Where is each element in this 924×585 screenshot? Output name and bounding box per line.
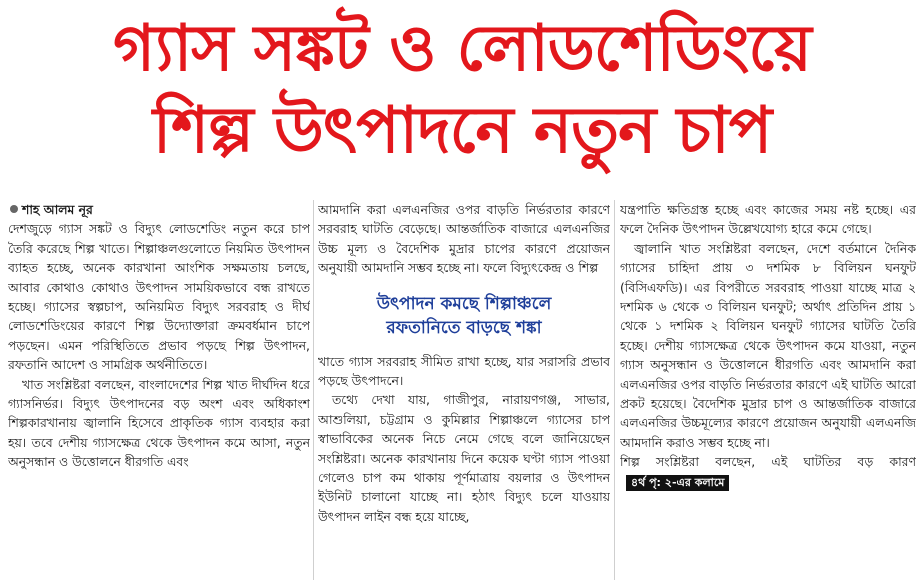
paragraph-with-jump	[620, 452, 916, 491]
article-column-1	[8, 200, 310, 585]
paragraph: খাতে গ্যাস সরবরাহ সীমিত রাখা হচ্ছে, যার সরাসরি প্রভাব পড়ছে উৎপাদনে।	[318, 353, 610, 389]
column-divider	[614, 200, 615, 580]
paragraph: তথ্যে দেখা যায়, গাজীপুর, নারায়ণগঞ্জ, সাভার, আশুলিয়া, চট্টগ্রাম ও কুমিল্লার শিল্পাঞ্চলে গ্যাসের চাপ স্বাভাবিকের অনেক নিচে নেমে গেছে বলে জানিয়েছেন সংশ্লিষ্টরা। অনেক কারখানায় দিনে কয়েক ঘণ্টা গ্যাস পাওয়া গেলেও চাপ কম থাকায় পূর্ণমাত্রায় বয়লার ও উৎপাদন ইউনিট চালানো যাচ্ছে না। হঠাৎ বিদ্যুৎ চলে যাওয়ায় উৎপাদন লাইন বন্ধ হয়ে যাচ্ছে,	[318, 392, 610, 524]
paragraph: জ্বালানি খাত সংশ্লিষ্টরা বলছেন, দেশে বর্তমানে দৈনিক গ্যাসের চাহিদা প্রায় ৩ দশমিক ৮ বিলিয়ন ঘনফুট (বিসিএফডি)। এর বিপরীতে সরবরাহ পাওয়া যাচ্ছে মাত্র ২ দশমিক ৬ থেকে ৩ বিলিয়ন ঘনফুট; অর্থাৎ প্রতিদিন প্রায় ১ থেকে ১ দশমিক ২ বিলিয়ন ঘনফুট গ্যাসের ঘাটতি তৈরি হচ্ছে। দেশীয় গ্যাসক্ষেত্র থেকে উৎপাদন কমে যাওয়া, নতুন গ্যাস অনুসন্ধান ও উত্তোলনে ধীরগতি এবং আমদানি করা এলএনজির ওপর বাড়তি নির্ভরতার কারণে এই ঘাটতি আরো প্রকট হয়েছে। বৈদেশিক মুদ্রার চাপ ও আন্তর্জাতিক বাজারে এলএনজির উচ্চমূল্যের কারণে প্রয়োজন অনুযায়ী এলএনজি আমদানি করাও সম্ভব হচ্ছে না।	[620, 240, 916, 450]
bullet-dot-icon	[10, 205, 18, 213]
subheadline-line-2: রফতানিতে বাড়ছে শঙ্কা	[386, 317, 542, 338]
subheadline	[318, 292, 610, 340]
article-column-3	[620, 200, 916, 585]
continued-on-page-tag: ৪র্থ পৃ: ২-এর কলামে	[626, 475, 729, 491]
article-column-2	[318, 200, 610, 585]
paragraph: দেশজুড়ে গ্যাস সঙ্কট ও বিদ্যুৎ লোডশেডিং নতুন করে চাপ তৈরি করেছে শিল্প খাতে। শিল্পাঞ্চলগুলোতে নিয়মিত উৎপাদন ব্যাহত হচ্ছে, অনেক কারখানা আংশিক সক্ষমতায় চলছে, আবার কোথাও কোথাও উৎপাদন সাময়িকভাবে বন্ধ রাখতে হচ্ছে। গ্যাসের স্বল্পচাপ, অনিয়মিত বিদ্যুৎ সরবরাহ ও দীর্ঘ লোডশেডিংয়ের কারণে শিল্প উদ্যোক্তারা ক্রমবর্ধমান চাপে পড়ছেন। এমন পরিস্থিতিতে প্রভাব পড়ছে শিল্প উৎপাদন, রফতানি আদেশ ও সামগ্রিক অর্থনীতিতে।	[8, 221, 310, 373]
headline-line-2: শিল্প উৎপাদনে নতুন চাপ	[152, 94, 772, 168]
paragraph-text: শিল্প সংশ্লিষ্টরা বলছেন, এই ঘাটতির বড় কারণ	[620, 454, 916, 470]
byline	[8, 200, 310, 219]
column-divider	[313, 200, 314, 580]
subheadline-line-1: উৎপাদন কমছে শিল্পাঞ্চলে	[376, 293, 552, 314]
paragraph: খাত সংশ্লিষ্টরা বলছেন, বাংলাদেশের শিল্প খাত দীর্ঘদিন ধরে গ্যাসনির্ভর। বিদ্যুৎ উৎপাদনের বড় অংশ এবং অধিকাংশ শিল্পকারখানায় জ্বালানি হিসেবে প্রাকৃতিক গ্যাস ব্যবহার করা হয়। তবে দেশীয় গ্যাসক্ষেত্র থেকে উৎপাদন কমে আসা, নতুন অনুসন্ধান ও উত্তোলনে ধীরগতি এবং	[8, 376, 310, 470]
paragraph: যন্ত্রপাতি ক্ষতিগ্রস্ত হচ্ছে এবং কাজের সময় নষ্ট হচ্ছে। এর ফলে দৈনিক উৎপাদন উল্লেখযোগ্য হারে কমে গেছে।	[620, 202, 916, 237]
paragraph: আমদানি করা এলএনজির ওপর বাড়তি নির্ভরতার কারণে সরবরাহ ঘাটতি বেড়েছে। আন্তর্জাতিক বাজারে এলএনজির উচ্চ মূল্য ও বৈদেশিক মুদ্রার চাপের কারণে প্রয়োজন অনুযায়ী আমদানি সম্ভব হচ্ছে না। ফলে বিদ্যুৎকেন্দ্র ও শিল্প	[318, 202, 610, 276]
headline-line-1: গ্যাস সঙ্কট ও লোডশেডিংয়ে	[113, 12, 811, 86]
byline-author: শাহ আলম নূর	[22, 202, 93, 217]
headline	[0, 8, 924, 172]
